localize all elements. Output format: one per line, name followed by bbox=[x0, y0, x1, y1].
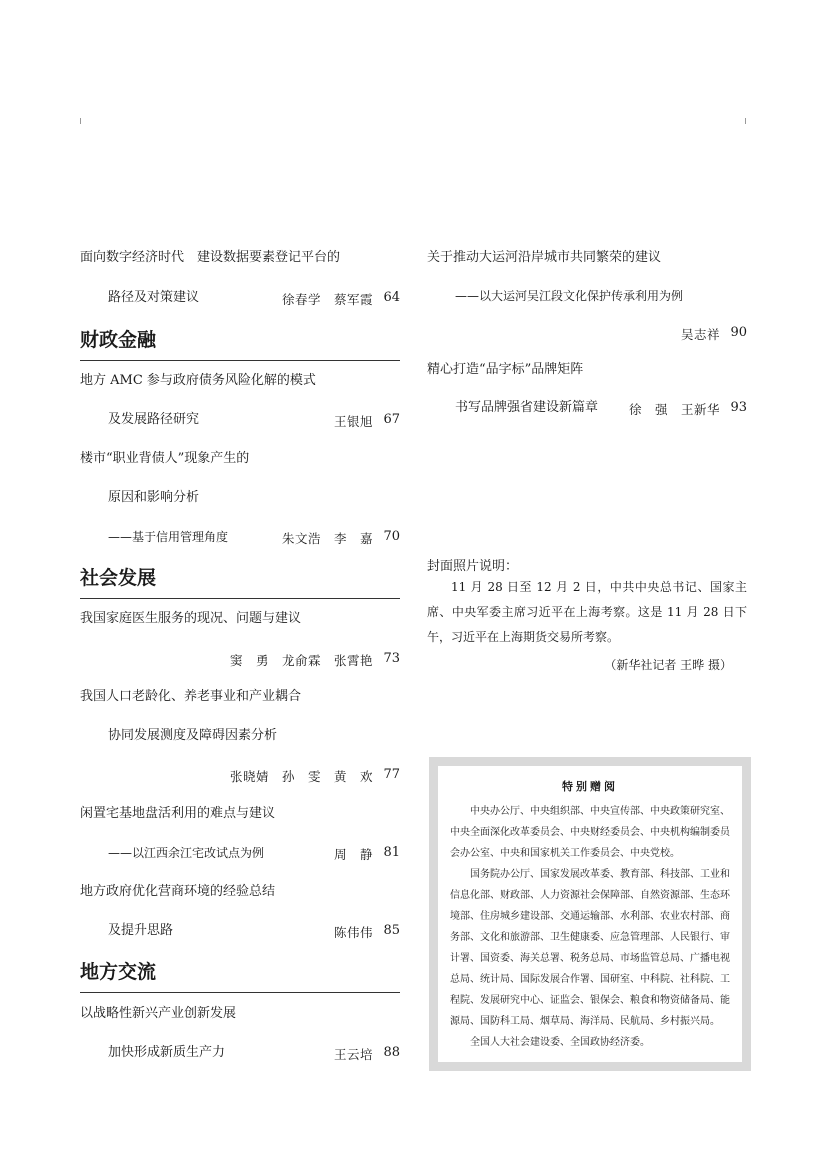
toc-entry-title-cont[interactable]: 书写品牌强省建设新篇章 bbox=[455, 400, 599, 415]
toc-entry-title-cont[interactable]: 及提升思路 bbox=[108, 923, 174, 938]
toc-entry-page[interactable]: 90 bbox=[730, 325, 747, 340]
toc-entry-title-cont[interactable]: 加快形成新质生产力 bbox=[108, 1045, 226, 1060]
toc-entry-title[interactable]: 以战略性新兴产业创新发展 bbox=[80, 1006, 237, 1021]
toc-entry-authors: 王银旭 bbox=[333, 414, 373, 429]
special-gift-title: 特别赠阅 bbox=[562, 780, 618, 793]
cover-caption-text: 11 月 28 日至 12 月 2 日，中共中央总书记、国家主席、中央军委主席习近平在上海考察。这是 11 月 28 日下午，习近平在上海期货交易所考察。 bbox=[427, 580, 747, 644]
toc-entry-title[interactable]: 闲置宅基地盘活利用的难点与建议 bbox=[80, 806, 276, 821]
toc-entry-page[interactable]: 85 bbox=[383, 923, 400, 938]
toc-entry-authors: 徐 强 王新华 bbox=[628, 402, 720, 417]
toc-entry-title[interactable]: 我国人口老龄化、养老事业和产业耦合 bbox=[80, 689, 302, 704]
toc-entry-page[interactable]: 93 bbox=[730, 400, 747, 415]
special-gift-para: 全国人大社会建设委、全国政协经济委。 bbox=[470, 1037, 650, 1048]
toc-entry-page[interactable]: 67 bbox=[383, 412, 400, 427]
toc-entry-title-cont[interactable]: 原因和影响分析 bbox=[108, 490, 200, 505]
toc-entry-authors: 徐春学 蔡军霞 bbox=[281, 292, 373, 307]
toc-entry-title[interactable]: 精心打造“品字标”品牌矩阵 bbox=[427, 362, 584, 377]
toc-entry-authors: 吴志祥 bbox=[680, 327, 720, 342]
photo-credit: （新华社记者 王晔 摄） bbox=[604, 658, 732, 672]
toc-entry-page[interactable]: 73 bbox=[383, 651, 400, 666]
crop-mark-left bbox=[80, 118, 81, 124]
toc-entry-page[interactable]: 88 bbox=[383, 1045, 400, 1060]
special-gift-para: 中央办公厅、中央组织部、中央宣传部、中央政策研究室、中央全面深化改革委员会、中央财经委员会、中央机构编制委员会办公室、中央和国家机关工作委员会、中央党校。 bbox=[450, 806, 730, 859]
special-gift-panel bbox=[438, 766, 742, 1062]
toc-entry-title-cont[interactable]: 路径及对策建议 bbox=[108, 290, 200, 305]
toc-entry-title[interactable]: 我国家庭医生服务的现况、问题与建议 bbox=[80, 611, 302, 626]
cover-caption-body bbox=[427, 575, 747, 650]
toc-entry-title[interactable]: 面向数字经济时代 建设数据要素登记平台的 bbox=[80, 250, 341, 265]
toc-entry-subtitle[interactable]: ——以大运河吴江段文化保护传承利用为例 bbox=[455, 289, 684, 303]
toc-entry-authors: 窦 勇 龙俞霖 张霄艳 bbox=[229, 653, 373, 668]
toc-entry-title-cont[interactable]: 协同发展测度及障碍因素分析 bbox=[108, 728, 278, 743]
toc-entry-title[interactable]: 楼市“职业背债人”现象产生的 bbox=[80, 451, 250, 466]
section-title-social: 社会发展 bbox=[80, 567, 157, 589]
toc-entry-subtitle[interactable]: ——基于信用管理角度 bbox=[108, 530, 229, 544]
toc-entry-page[interactable]: 64 bbox=[383, 290, 400, 305]
toc-entry-subtitle[interactable]: ——以江西余江宅改试点为例 bbox=[108, 846, 265, 860]
toc-entry-authors: 周 静 bbox=[333, 847, 373, 862]
toc-entry-authors: 王云培 bbox=[333, 1047, 373, 1062]
toc-entry-page[interactable]: 81 bbox=[383, 845, 400, 860]
section-divider bbox=[80, 598, 400, 599]
section-divider bbox=[80, 992, 400, 993]
toc-entry-authors: 陈伟伟 bbox=[333, 925, 373, 940]
section-title-local: 地方交流 bbox=[80, 961, 157, 983]
toc-entry-authors: 朱文浩 李 嘉 bbox=[281, 531, 373, 546]
toc-entry-title-cont[interactable]: 及发展路径研究 bbox=[108, 412, 200, 427]
crop-mark-right bbox=[745, 118, 746, 124]
section-title-finance: 财政金融 bbox=[80, 329, 157, 351]
toc-entry-authors: 张晓婧 孙 雯 黄 欢 bbox=[229, 769, 373, 784]
special-gift-para: 国务院办公厅、国家发展改革委、教育部、科技部、工业和信息化部、财政部、人力资源社会保障部、自然资源部、生态环境部、住房城乡建设部、交通运输部、水利部、农业农村部、商务部、文化和旅游部、卫生健康委、应急管理部、人民银行、审计署、国资委、海关总署、税务总局、市场监管总局、广播电视总局、统计局、国际发展合作署、国研室、中科院、社科院、工程院、发展研究中心、证监会、银保会、粮食和物资储备局、能源局、国防科工局、烟草局、海洋局、民航局、乡村振兴局。 bbox=[450, 869, 730, 1027]
toc-entry-title[interactable]: 关于推动大运河沿岸城市共同繁荣的建议 bbox=[427, 250, 662, 265]
toc-entry-page[interactable]: 70 bbox=[383, 529, 400, 544]
special-gift-box bbox=[429, 757, 751, 1071]
toc-entry-title[interactable]: 地方 AMC 参与政府债务风险化解的模式 bbox=[80, 373, 316, 388]
cover-caption-title: 封面照片说明： bbox=[427, 559, 519, 574]
toc-entry-page[interactable]: 77 bbox=[383, 767, 400, 782]
section-divider bbox=[80, 360, 400, 361]
toc-entry-title[interactable]: 地方政府优化营商环境的经验总结 bbox=[80, 884, 276, 899]
